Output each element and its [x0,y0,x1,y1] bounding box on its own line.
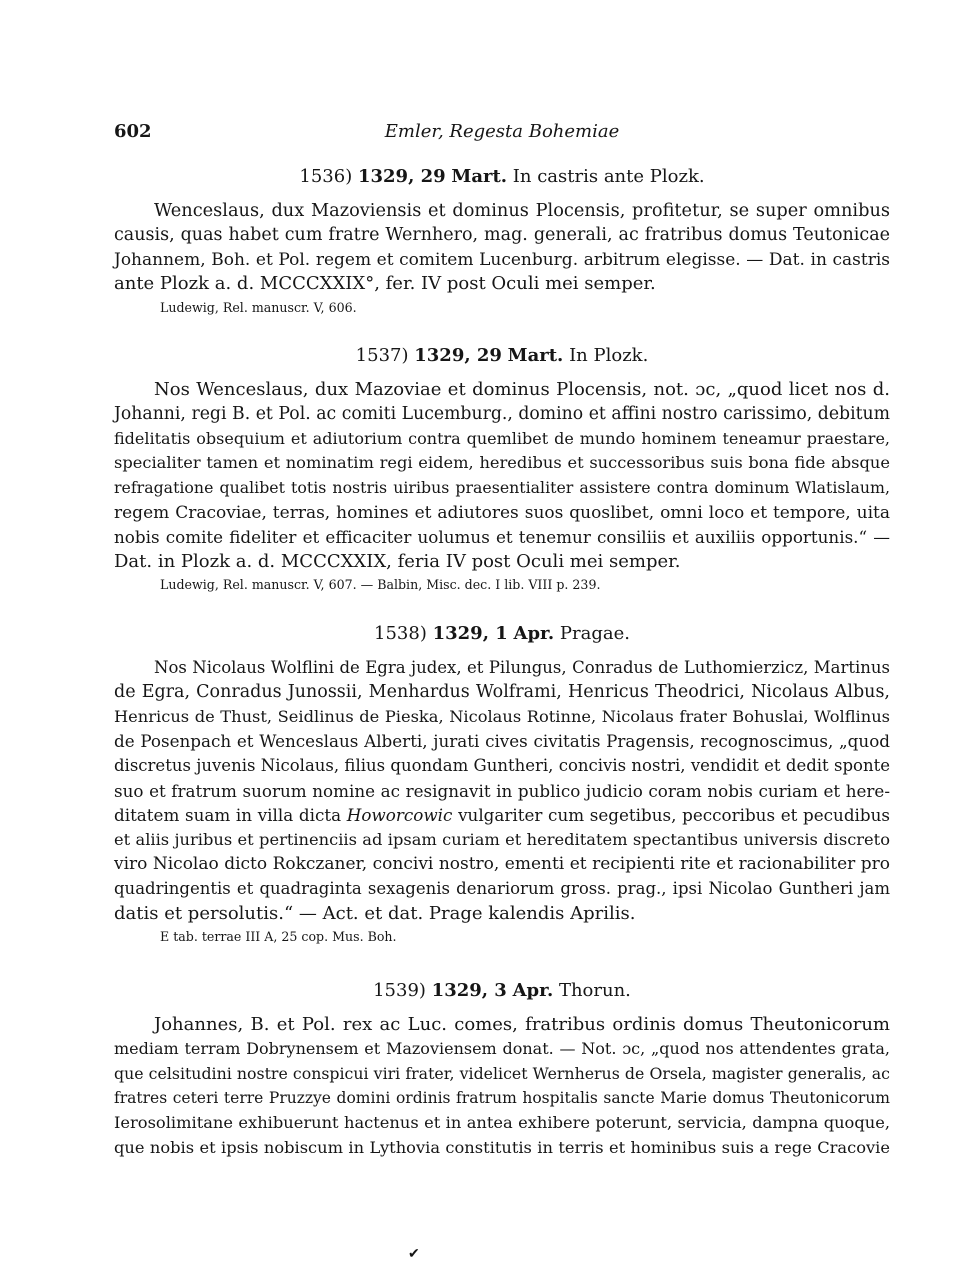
text-line: causis, quas habet cum fratre Wernhero, mag. generali, ac fratribus domus Teutonicae [114,225,890,246]
entry-month: Mart. [507,345,564,366]
text-line: Dat. in Plozk a. d. MCCCXXIX, feria IV post Oculi mei semper. [114,550,681,572]
text-line: refragatione qualibet totis nostris uiribus praesentialiter assistere contra dominum Wlatislaum, [114,477,890,497]
text-line: Johannes, B. et Pol. rex ac Luc. comes, fratribus ordinis domus Theutonicorum [154,1013,890,1035]
text-line: Nos Nicolaus Wolflini de Egra judex, et Pilungus, Conradus de Luthomierzicz, Martinus [154,657,890,677]
entry-heading [114,622,890,647]
source-note: Ludewig, Rel. manuscr. V, 606. [160,299,357,315]
regest-entry [114,622,890,947]
text-line: viro Nicolao dicto Rokczaner, concivi nostro, ementi et recipienti rite et racionabiliter pro [114,854,890,875]
entry-number: 1539) [373,980,426,1001]
regest-entry [114,344,890,595]
page-header [114,121,890,143]
text-line: de Egra, Conradus Junossii, Menhardus Wolframi, Henricus Theodrici, Nicolaus Albus, [114,682,890,703]
text-line: Johannem, Boh. et Pol. regem et comitem Lucenburg. arbitrum elegisse. — Dat. in castris [114,249,890,270]
text-line: que celsitudini nostre conspicui viri frater, videlicet Wernherus de Orsela, magister generalis, ac [114,1063,890,1083]
text-line: de Posenpach et Wenceslaus Alberti, jurati cives civitatis Pragensis, recognoscimus, „quod [114,731,890,752]
entry-date: 1329, 3 [431,980,507,1001]
entry-text [114,656,890,927]
text-line: et aliis juribus et pertinenciis ad ipsam curiam et hereditatem spectantibus universis discreto [114,829,890,849]
text-line: suo et fratrum suorum nomine ac resignavit in publico judicio coram nobis curiam et here- [114,780,890,801]
source-note: Ludewig, Rel. manuscr. V, 607. — Balbin, Misc. dec. I lib. VIII p. 239. [160,577,601,593]
text-line: Johanni, regi B. et Pol. ac comiti Lucemburg., domino et affini nostro carissimo, debitum [114,404,890,425]
text-line: specialiter tamen et nominatim regi eidem, heredibus et successoribus suis bona fide absque [114,453,890,473]
entry-place: Pragae. [559,623,630,644]
source-note: E tab. terrae III A, 25 cop. Mus. Boh. [160,929,397,945]
entry-heading [114,979,890,1004]
entry-month: Apr. [512,980,554,1001]
text-line: ante Plozk a. d. MCCCXXIX°, fer. IV post Oculi mei semper. [114,273,656,295]
entry-place: Thorun. [558,980,631,1001]
entry-text [114,1013,890,1161]
entry-place: In Plozk. [569,345,649,366]
text-line: regem Cracoviae, terras, homines et adiutores suos quoslibet, omni loco et tempore, uita [114,502,890,523]
regest-entry [114,979,890,1160]
text-line: que nobis et ipsis nobiscum in Lythovia constitutis in terris et hominibus suis a rege Cracovie [114,1137,890,1157]
text-line: nobis comite fideliter et efficaciter uolumus et tenemur consiliis et auxiliis opportunis.“ — [114,527,890,548]
entry-month: Mart. [451,166,508,187]
entry-heading [114,165,890,190]
entry-date: 1329, 29 [357,166,446,187]
text-line: datis et persolutis.“ — Act. et dat. Prage kalendis Aprilis. [114,902,636,924]
entry-date: 1329, 29 [414,345,502,366]
footer-mark: ✔ [408,1246,420,1262]
entry-text [114,378,890,575]
text-line: mediam terram Dobrynensem et Mazoviensem donat. — Not. ɔc, „quod nos attendentes grata, [114,1039,890,1059]
entry-date: 1329, 1 [432,623,508,644]
text-line: Nos Wenceslaus, dux Mazoviae et dominus Plocensis, not. ɔc, „quod licet nos d. [154,378,890,400]
entry-heading [114,344,890,369]
text-line: Henricus de Thust, Seidlinus de Pieska, Nicolaus Rotinne, Nicolaus frater Bohuslai, Wolflinus [114,706,890,726]
text-line: quadringentis et quadraginta sexagenis denariorum gross. prag., ipsi Nicolao Guntheri jam [114,878,890,898]
page-number: 602 [114,121,152,142]
entry-month: Apr. [513,623,555,644]
text-line: discretus juvenis Nicolaus, filius quondam Guntheri, concivis nostri, vendidit et dedit sponte [114,755,890,775]
running-title: Emler, Regesta Bohemiae [384,121,620,142]
entry-place: In castris ante Plozk. [512,166,705,187]
text-line: fratres ceteri terre Pruzzye domini ordinis fratrum hospitalis sancte Marie domus Theutonicorum [114,1089,890,1108]
entry-number: 1537) [355,345,409,366]
entry-text [114,199,890,297]
text-line: Ierosolimitane exhibuerunt hactenus et in antea exhibere poterunt, servicia, dampna quoque, [114,1112,890,1132]
place-name-italic: Howorcowic [346,805,453,826]
text-line: fidelitatis obsequium et adiutorium contra quemlibet de mundo hominem teneamur praestare, [114,428,890,448]
entry-number: 1536) [299,166,353,187]
text-line-with-italic: ditatem suam in villa dicta Howorcowic vulgariter cum segetibus, peccoribus et pecudibus [114,805,890,826]
entry-number: 1538) [374,623,427,644]
regest-entry [114,165,890,318]
text-line: Wenceslaus, dux Mazoviensis et dominus Plocensis, profitetur, se super omnibus [154,200,890,221]
